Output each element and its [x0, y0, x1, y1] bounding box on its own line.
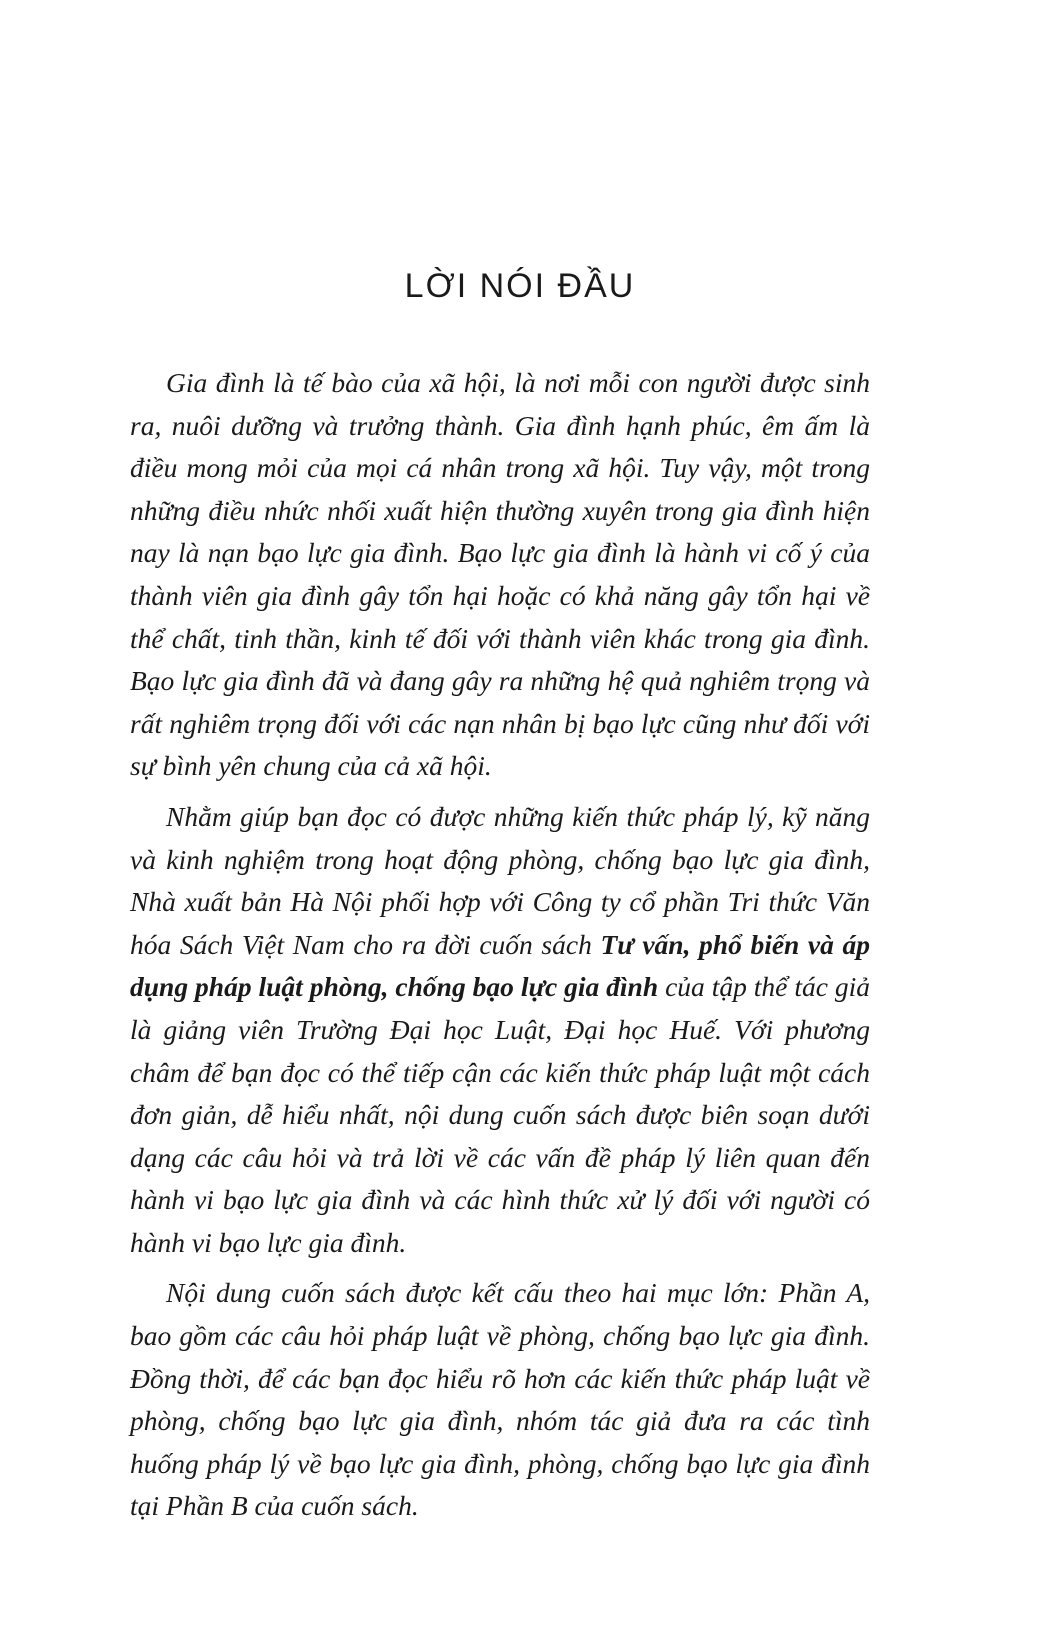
paragraph-2-text-after: của tập thể tác giả là giảng viên Trường Đại học Luật, Đại học Huế. Với phương châm để bạn đọc có thể tiếp cận các kiến thức pháp luật một cách đơn giản, dễ hiểu nhất, nội dung cuốn sách được biên soạn dưới dạng các câu hỏi và trả lời về các vấn đề pháp lý liên quan đến hành vi bạo lực gia đình và các hình thức xử lý đối với người có hành vi bạo lực gia đình. [130, 971, 870, 1258]
paragraph-2-text-before: Nhằm giúp bạn đọc có được những kiến thức pháp lý, kỹ năng và kinh nghiệm trong hoạt động phòng, chống bạo lực gia đình, Nhà xuất bản Hà Nội phối hợp với Công ty cổ phần Tri thức Văn hóa Sách Việt Nam cho ra đời cuốn sách [130, 800, 870, 960]
paragraph-3: Nội dung cuốn sách được kết cấu theo hai mục lớn: Phần A, bao gồm các câu hỏi pháp luật về phòng, chống bạo lực gia đình. Đồng thời, để các bạn đọc hiểu rõ hơn các kiến thức pháp luật về phòng, chống bạo lực gia đình, nhóm tác giả đưa ra các tình huống pháp lý về bạo lực gia đình, phòng, chống bạo lực gia đình tại Phần B của cuốn sách. [130, 1277, 870, 1522]
preface-body [130, 362, 870, 1536]
paragraph-2 [130, 796, 870, 1265]
page-title: LỜI NÓI ĐẦU [404, 267, 636, 305]
book-title-bold: Tư vấn, phổ biến và áp dụng pháp luật phòng, chống bạo lực gia đình [130, 928, 870, 1003]
paragraph-1: Gia đình là tế bào của xã hội, là nơi mỗi con người được sinh ra, nuôi dưỡng và trưởng thành. Gia đình hạnh phúc, êm ấm là điều mong mỏi của mọi cá nhân trong xã hội. Tuy vậy, một trong những điều nhức nhối xuất hiện thường xuyên trong gia đình hiện nay là nạn bạo lực gia đình. Bạo lực gia đình là hành vi cố ý của thành viên gia đình gây tổn hại hoặc có khả năng gây tổn hại về thể chất, tinh thần, kinh tế đối với thành viên khác trong gia đình. Bạo lực gia đình đã và đang gây ra những hệ quả nghiêm trọng và rất nghiêm trọng đối với các nạn nhân bị bạo lực cũng như đối với sự bình yên chung của cả xã hội. [130, 367, 870, 782]
